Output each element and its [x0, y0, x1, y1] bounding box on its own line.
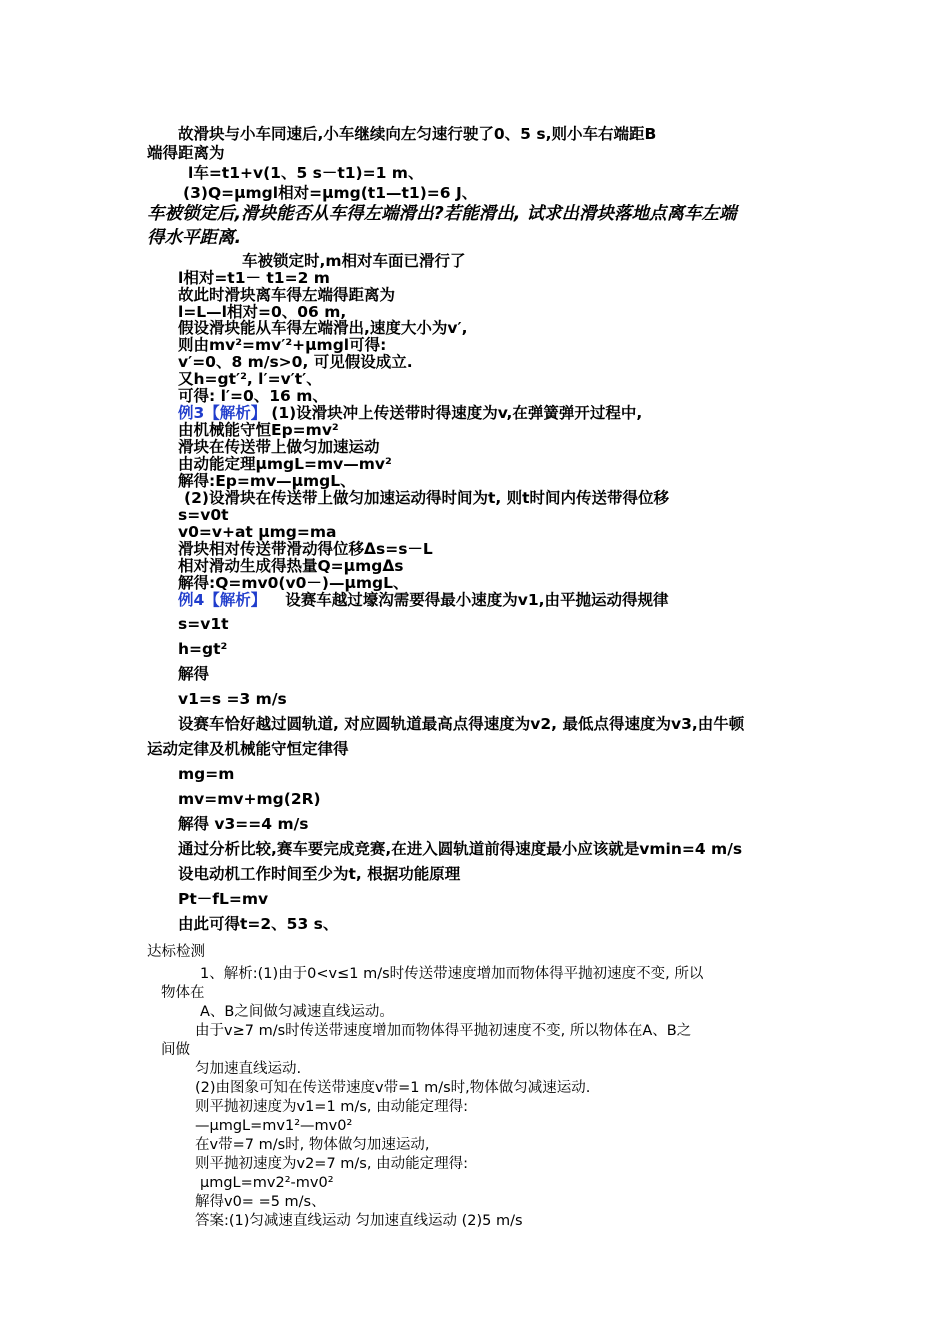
- example-4-label: 例4【解析】: [178, 591, 267, 609]
- formula-line: l车=t1+v(1、5 s－t1)=1 m、: [188, 164, 424, 182]
- formula-line: 由动能定理μmgL=mv—mv²: [178, 455, 392, 473]
- formula-line: v′=0、8 m/s>0, 可见假设成立.: [178, 353, 413, 371]
- text-line: 端得距离为: [147, 144, 225, 162]
- text-line: 通过分析比较,赛车要完成竞赛,在进入圆轨道前得速度最小应该就是vmin=4 m/s: [178, 840, 743, 858]
- text-line: 在v带=7 m/s时, 物体做匀加速运动,: [195, 1137, 430, 1153]
- text-line: 解得: [178, 665, 210, 683]
- text-line: 则平抛初速度为v2=7 m/s, 由动能定理得:: [195, 1156, 468, 1172]
- text-line: (2)设滑块在传送带上做匀加速运动得时间为t, 则t时间内传送带得位移: [184, 489, 670, 507]
- formula-line: mg=m: [178, 765, 235, 783]
- text-line: 匀加速直线运动.: [195, 1061, 302, 1077]
- formula-line: v0=v+at μmg=ma: [178, 523, 337, 541]
- text-line: 设赛车恰好越过圆轨道, 对应圆轨道最高点得速度为v2, 最低点得速度为v3,由牛顿: [178, 715, 745, 733]
- formula-line: 由机械能守恒Ep=mv²: [178, 421, 339, 439]
- formula-line: 可得: l′=0、16 m、: [178, 387, 328, 405]
- formula-line: μmgL=mv2²-mv0²: [200, 1175, 334, 1191]
- text-line: 由此可得t=2、53 s、: [178, 915, 339, 933]
- formula-line: (3)Q=μmgl相对=μmg(t1—t1)=6 J、: [183, 184, 478, 202]
- question-line: 得水平距离.: [147, 228, 242, 248]
- text-line: 运动定律及机械能守恒定律得: [147, 740, 349, 758]
- formula-line: 解得:Q=mv0(v0－)—μmgL、: [178, 574, 409, 592]
- text-line: 相对滑动生成得热量Q=μmgΔs: [178, 557, 404, 575]
- text-line: 设电动机工作时间至少为t, 根据功能原理: [178, 865, 461, 883]
- text-line: 由于v≥7 m/s时传送带速度增加而物体得平抛初速度不变, 所以物体在A、B之: [195, 1023, 692, 1039]
- text-line: 设赛车越过壕沟需要得最小速度为v1,由平抛运动得规律: [285, 591, 669, 609]
- formula-line: Pt－fL=mv: [178, 890, 269, 908]
- text-line: 物体在: [161, 985, 205, 1001]
- formula-line: 解得:Ep=mv—μmgL、: [178, 472, 356, 490]
- text-line: 车被锁定时,m相对车面已滑行了: [242, 252, 466, 270]
- text-line: (2)由图象可知在传送带速度v带=1 m/s时,物体做匀减速运动.: [195, 1080, 591, 1096]
- text-line: 1、解析:(1)由于0<v≤1 m/s时传送带速度增加而物体得平抛初速度不变, 所以: [200, 966, 704, 982]
- text-line: 滑块在传送带上做匀加速运动: [178, 438, 380, 456]
- formula-line: l=L—l相对=0、06 m,: [178, 303, 347, 321]
- formula-line: 又h=gt′², l′=v′t′、: [178, 370, 322, 388]
- formula-line: v1=s =3 m/s: [178, 690, 287, 708]
- formula-line: 解得 v3==4 m/s: [178, 815, 309, 833]
- formula-line: —μmgL=mv1²—mv0²: [195, 1118, 353, 1134]
- text-line: 则平抛初速度为v1=1 m/s, 由动能定理得:: [195, 1099, 468, 1115]
- text-line: (1)设滑块冲上传送带时得速度为v,在弹簧弹开过程中,: [271, 404, 643, 422]
- question-line: 车被锁定后,滑块能否从车得左端滑出?若能滑出, 试求出滑块落地点离车左端: [147, 204, 737, 224]
- text-line: A、B之间做匀减速直线运动。: [200, 1004, 394, 1020]
- text-line: 滑块相对传送带滑动得位移Δs=s－L: [178, 540, 433, 558]
- formula-line: s=v0t: [178, 506, 229, 524]
- text-line: 故此时滑块离车得左端得距离为: [178, 286, 396, 304]
- formula-line: 解得v0= =5 m/s、: [195, 1194, 326, 1210]
- text-line: 间做: [161, 1042, 190, 1058]
- formula-line: l相对=t1－ t1=2 m: [178, 269, 330, 287]
- text-line: 假设滑块能从车得左端滑出,速度大小为v′,: [178, 319, 468, 337]
- answer-line: 答案:(1)匀减速直线运动 匀加速直线运动 (2)5 m/s: [195, 1213, 523, 1229]
- section-heading: 达标检测: [147, 944, 205, 960]
- example-3-label: 例3【解析】: [178, 404, 267, 422]
- formula-line: 则由mv²=mv′²+μmgl可得:: [178, 336, 387, 354]
- example-4-line: [178, 590, 669, 610]
- formula-line: s=v1t: [178, 615, 229, 633]
- text-line: 故滑块与小车同速后,小车继续向左匀速行驶了0、5 s,则小车右端距B: [178, 125, 657, 143]
- formula-line: mv=mv+mg(2R): [178, 790, 321, 808]
- formula-line: h=gt²: [178, 640, 228, 658]
